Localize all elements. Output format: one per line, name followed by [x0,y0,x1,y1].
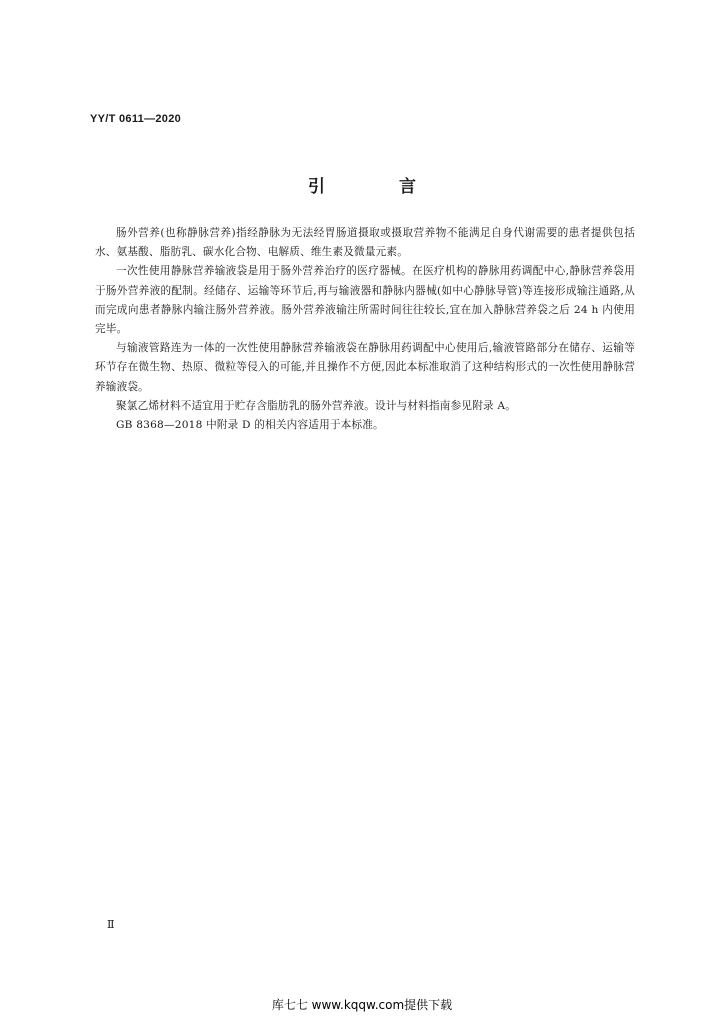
paragraph-device-usage: 一次性使用静脉营养输液袋是用于肠外营养治疗的医疗器械。在医疗机构的静脉用药调配中心,静脉营养袋用于肠外营养液的配制。经储存、运输等环节后,再与输液器和静脉内器械(如中心静脉导管)等连接形成输注通路,从而完成向患者静脉内输注肠外营养液。肠外营养液输注所需时间往往较长,宜在加入静脉营养袋之后 24 h 内使用完毕。 [95,265,635,336]
download-footer: 库七七 www.kqqw.com提供下载 [271,998,453,1012]
standard-code: YY/T 0611—2020 [90,113,182,125]
paragraph-pvc: 聚氯乙烯材料不适宜用于贮存含脂肪乳的肠外营养液。设计与材料指南参见附录 A。 [116,399,516,412]
page-title: 引 言 [308,177,450,197]
introduction-body [95,224,635,435]
paragraph-gb-reference: GB 8368—2018 中附录 D 的相关内容适用于本标准。 [116,419,384,432]
page-number: Ⅱ [107,918,115,931]
paragraph-tubing: 与输液管路连为一体的一次性使用静脉营养输液袋在静脉用药调配中心使用后,输液管路部分在储存、运输等环节存在微生物、热原、微粒等侵入的可能,并且操作不方便,因此本标准取消了这种结构形式的一次性使用静脉营养输液袋。 [95,342,635,393]
paragraph-definition: 肠外营养(也称静脉营养)指经静脉为无法经胃肠道摄取或摄取营养物不能满足自身代谢需要的患者提供包括水、氨基酸、脂肪乳、碳水化合物、电解质、维生素及微量元素。 [95,227,635,259]
